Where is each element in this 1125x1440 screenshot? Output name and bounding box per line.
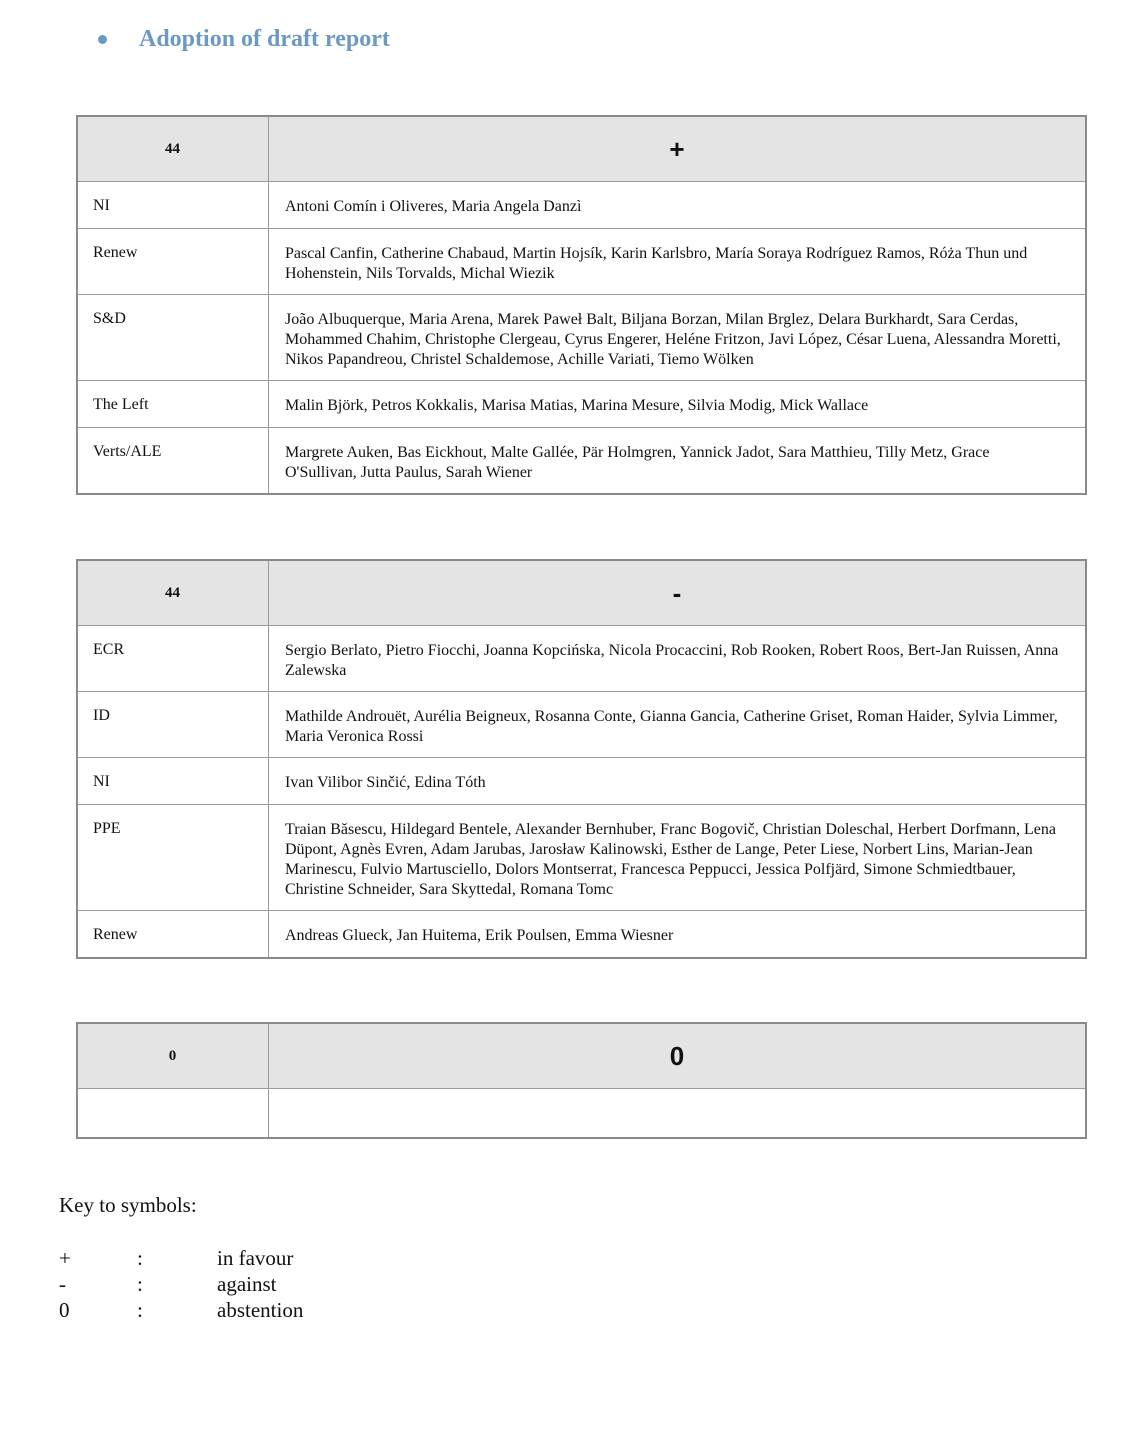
table-header-row bbox=[77, 560, 1086, 626]
vote-symbol: - bbox=[269, 560, 1087, 626]
key-symbol: - bbox=[59, 1272, 66, 1296]
key-symbol: + bbox=[59, 1246, 71, 1270]
table-row bbox=[77, 626, 1086, 692]
vote-table-in-favour bbox=[76, 115, 1087, 495]
member-names: João Albuquerque, Maria Arena, Marek Paweł Balt, Biljana Borzan, Milan Brglez, Delara Burkhardt, Sara Cerdas, Mohammed Chahim, Christophe Clergeau, Cyrus Engerer, Heléne Fritzon, Javi López, César Luena, Alessandra Moretti, Nikos Papandreou, Christel Schaldemose, Achille Variati, Tiemo Wölken bbox=[269, 295, 1087, 381]
member-names: Ivan Vilibor Sinčić, Edina Tóth bbox=[269, 758, 1087, 805]
key-meaning: in favour bbox=[217, 1246, 294, 1270]
vote-count: 44 bbox=[77, 560, 269, 626]
table-row bbox=[77, 381, 1086, 428]
section-heading bbox=[98, 26, 390, 53]
political-group: PPE bbox=[77, 805, 269, 911]
bullet-icon bbox=[98, 35, 107, 44]
political-group: Renew bbox=[77, 229, 269, 295]
table-row bbox=[77, 911, 1086, 959]
political-group: NI bbox=[77, 182, 269, 229]
member-names: Antoni Comín i Oliveres, Maria Angela Danzì bbox=[269, 182, 1087, 229]
member-names: Malin Björk, Petros Kokkalis, Marisa Matias, Marina Mesure, Silvia Modig, Mick Wallace bbox=[269, 381, 1087, 428]
member-names-empty bbox=[269, 1089, 1087, 1139]
key-symbol: 0 bbox=[59, 1298, 70, 1322]
key-colon: : bbox=[137, 1246, 143, 1270]
political-group: S&D bbox=[77, 295, 269, 381]
political-group: Verts/ALE bbox=[77, 428, 269, 495]
table-row bbox=[77, 229, 1086, 295]
vote-table-abstention bbox=[76, 1022, 1087, 1139]
vote-count: 0 bbox=[77, 1023, 269, 1089]
political-group: Renew bbox=[77, 911, 269, 959]
key-meaning: against bbox=[217, 1272, 277, 1296]
vote-count: 44 bbox=[77, 116, 269, 182]
member-names: Andreas Glueck, Jan Huitema, Erik Poulsen, Emma Wiesner bbox=[269, 911, 1087, 959]
heading-text: Adoption of draft report bbox=[139, 26, 390, 52]
table-row bbox=[77, 692, 1086, 758]
table-row bbox=[77, 805, 1086, 911]
political-group: NI bbox=[77, 758, 269, 805]
vote-table-against bbox=[76, 559, 1087, 959]
key-colon: : bbox=[137, 1298, 143, 1322]
vote-symbol: 0 bbox=[269, 1023, 1087, 1089]
key-meaning: abstention bbox=[217, 1298, 304, 1322]
table-header-row bbox=[77, 116, 1086, 182]
table-row bbox=[77, 428, 1086, 495]
key-title: Key to symbols: bbox=[59, 1193, 197, 1217]
table-row bbox=[77, 182, 1086, 229]
table-row bbox=[77, 758, 1086, 805]
member-names: Margrete Auken, Bas Eickhout, Malte Gallée, Pär Holmgren, Yannick Jadot, Sara Matthieu, Tilly Metz, Grace O'Sullivan, Jutta Paulus, Sarah Wiener bbox=[269, 428, 1087, 495]
political-group: The Left bbox=[77, 381, 269, 428]
table-row bbox=[77, 295, 1086, 381]
political-group: ECR bbox=[77, 626, 269, 692]
member-names: Pascal Canfin, Catherine Chabaud, Martin Hojsík, Karin Karlsbro, María Soraya Rodríguez Ramos, Róża Thun und Hohenstein, Nils Torvalds, Michal Wiezik bbox=[269, 229, 1087, 295]
member-names: Sergio Berlato, Pietro Fiocchi, Joanna Kopcińska, Nicola Procaccini, Rob Rooken, Robert Roos, Bert-Jan Ruissen, Anna Zalewska bbox=[269, 626, 1087, 692]
vote-symbol: + bbox=[269, 116, 1087, 182]
table-header-row bbox=[77, 1023, 1086, 1089]
key-colon: : bbox=[137, 1272, 143, 1296]
table-row-empty bbox=[77, 1089, 1086, 1139]
political-group-empty bbox=[77, 1089, 269, 1139]
member-names: Mathilde Androuët, Aurélia Beigneux, Rosanna Conte, Gianna Gancia, Catherine Griset, Roman Haider, Sylvia Limmer, Maria Veronica Rossi bbox=[269, 692, 1087, 758]
member-names: Traian Băsescu, Hildegard Bentele, Alexander Bernhuber, Franc Bogovič, Christian Doleschal, Herbert Dorfmann, Lena Düpont, Agnès Evren, Adam Jarubas, Jarosław Kalinowski, Esther de Lange, Peter Liese, Norbert Lins, Marian-Jean Marinescu, Fulvio Martusciello, Dolors Montserrat, Francesca Peppucci, Jessica Polfjärd, Simone Schmiedtbauer, Christine Schneider, Sara Skyttedal, Romana Tomc bbox=[269, 805, 1087, 911]
political-group: ID bbox=[77, 692, 269, 758]
